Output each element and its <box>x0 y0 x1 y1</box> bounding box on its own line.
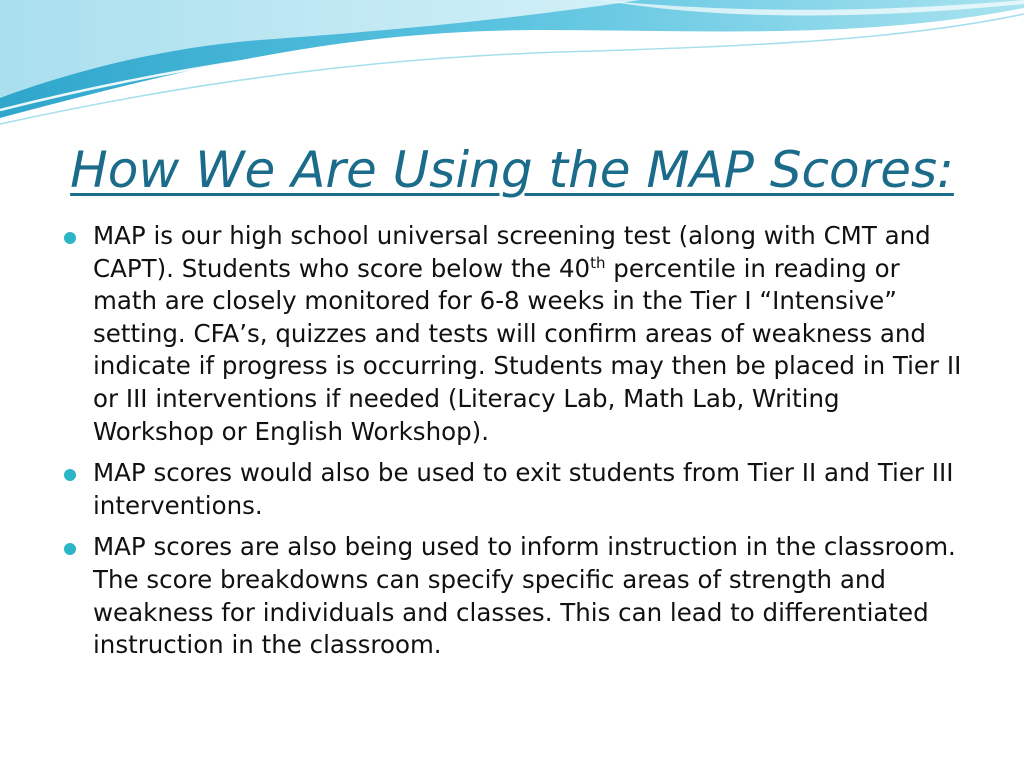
bullet-item-1 <box>62 220 966 448</box>
bullet-marker-icon <box>64 543 76 555</box>
bullet-marker-icon <box>64 232 76 244</box>
bullet-1-text-part1: MAP is our high school universal screening test (along with CMT and CAPT). Students who score below the 40 <box>93 221 931 283</box>
bullet-1-superscript: th <box>590 253 606 272</box>
bullet-item-2 <box>62 457 966 522</box>
bullet-3-text: MAP scores are also being used to inform instruction in the classroom. The score breakdowns can specify specific areas of strength and weakness for individuals and classes. This can lead to differentiated instruction in the classroom. <box>93 532 956 660</box>
slide-title: How We Are Using the MAP Scores: <box>70 141 954 199</box>
bullet-marker-icon <box>64 469 76 481</box>
bullet-2-text: MAP scores would also be used to exit students from Tier II and Tier III interventions. <box>93 458 954 520</box>
bullet-item-3 <box>62 531 966 661</box>
bullet-1-text-part2: percentile in reading or math are closely monitored for 6-8 weeks in the Tier I “Intensive” setting. CFA’s, quizzes and tests will confirm areas of weakness and indicate if progress is occurring. Students may then be placed in Tier II or III interventions if needed (Literacy Lab, Math Lab, Writing Workshop or English Workshop). <box>93 253 962 446</box>
header-wave-decoration <box>0 0 1024 130</box>
bullet-list <box>62 220 966 671</box>
